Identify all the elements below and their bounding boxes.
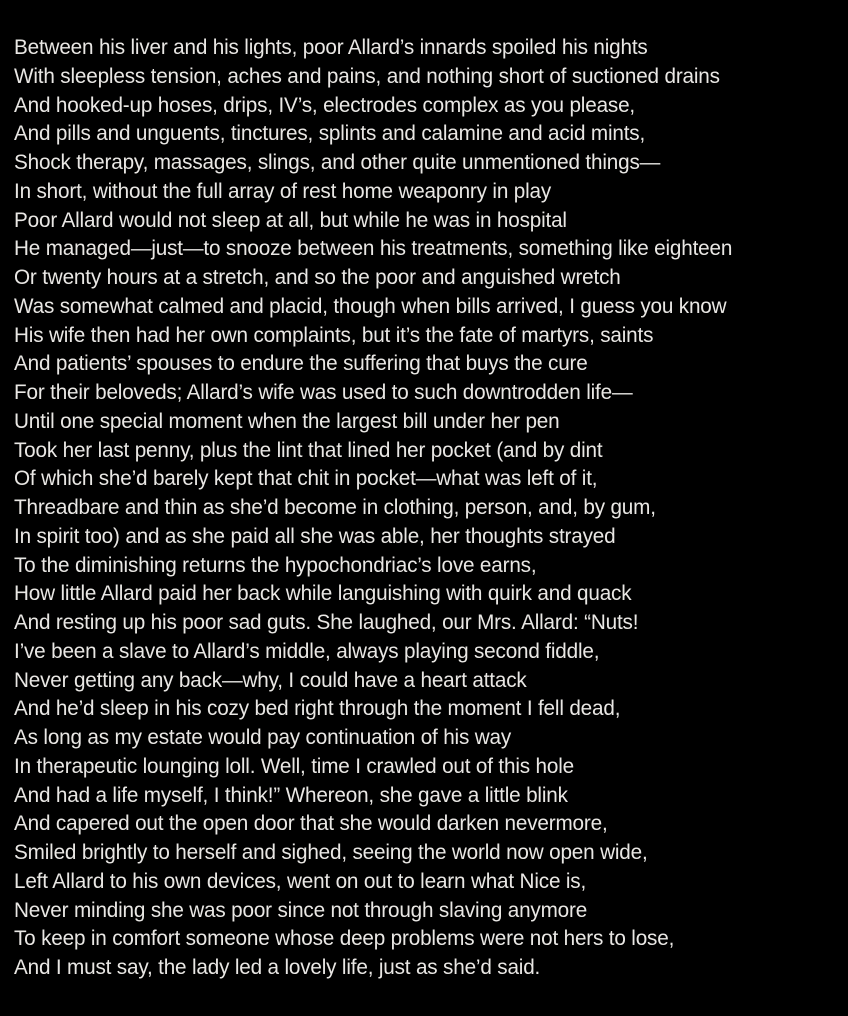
poem-line: Never minding she was poor since not through slaving anymore (14, 897, 588, 922)
poem-line: I’ve been a slave to Allard’s middle, always playing second fiddle, (14, 638, 600, 663)
poem-line: And hooked-up hoses, drips, IV’s, electrodes complex as you please, (14, 92, 636, 117)
poem-line: And patients’ spouses to endure the suffering that buys the cure (14, 351, 588, 376)
poem-line: In spirit too) and as she paid all she was able, her thoughts strayed (14, 523, 616, 548)
poem-line: Smiled brightly to herself and sighed, seeing the world now open wide, (14, 840, 648, 864)
poem-line: Threadbare and thin as she’d become in clothing, person, and, by gum, (14, 495, 656, 519)
poem-line: And pills and unguents, tinctures, splints and calamine and acid mints, (14, 121, 646, 146)
poem-text-block (14, 33, 844, 982)
poem-line: As long as my estate would pay continuation of his way (14, 725, 512, 749)
poem-line: And he’d sleep in his cozy bed right through the moment I fell dead, (14, 696, 621, 721)
poem-line: And had a life myself, I think!” Whereon, she gave a little blink (14, 782, 568, 807)
poem-line: Or twenty hours at a stretch, and so the poor and anguished wretch (14, 265, 621, 289)
poem-line: In therapeutic lounging loll. Well, time I crawled out of this hole (14, 753, 574, 778)
poem-line: And capered out the open door that she would darken nevermore, (14, 811, 608, 836)
poem-line: Never getting any back—why, I could have a heart attack (14, 667, 527, 692)
poem-line: Shock therapy, massages, slings, and other quite unmentioned things— (14, 150, 661, 174)
poem-line: His wife then had her own complaints, but it’s the fate of martyrs, saints (14, 322, 654, 347)
poem-line: Was somewhat calmed and placid, though when bills arrived, I guess you know (14, 293, 727, 318)
poem-line: And resting up his poor sad guts. She laughed, our Mrs. Allard: “Nuts! (14, 610, 639, 634)
poem-line: Took her last penny, plus the lint that lined her pocket (and by dint (14, 437, 603, 462)
poem-line: Of which she’d barely kept that chit in pocket—what was left of it, (14, 466, 598, 491)
poem-line: He managed—just—to snooze between his treatments, something like eighteen (14, 236, 733, 261)
poem-line: How little Allard paid her back while languishing with quirk and quack (14, 581, 632, 606)
poem-line: And I must say, the lady led a lovely life, just as she’d said. (14, 955, 541, 979)
poem-line: Poor Allard would not sleep at all, but while he was in hospital (14, 207, 567, 232)
poem-line: Until one special moment when the largest bill under her pen (14, 408, 560, 433)
poem-line: In short, without the full array of rest home weaponry in play (14, 178, 552, 203)
poem-line: Between his liver and his lights, poor Allard’s innards spoiled his nights (14, 35, 648, 59)
poem-line: With sleepless tension, aches and pains, and nothing short of suctioned drains (14, 63, 720, 88)
poem-line: Left Allard to his own devices, went on out to learn what Nice is, (14, 868, 587, 893)
poem-line: To keep in comfort someone whose deep problems were not hers to lose, (14, 926, 675, 951)
poem-line: To the diminishing returns the hypochondriac’s love earns, (14, 552, 537, 577)
poem-line: For their beloveds; Allard’s wife was used to such downtrodden life— (14, 380, 633, 404)
